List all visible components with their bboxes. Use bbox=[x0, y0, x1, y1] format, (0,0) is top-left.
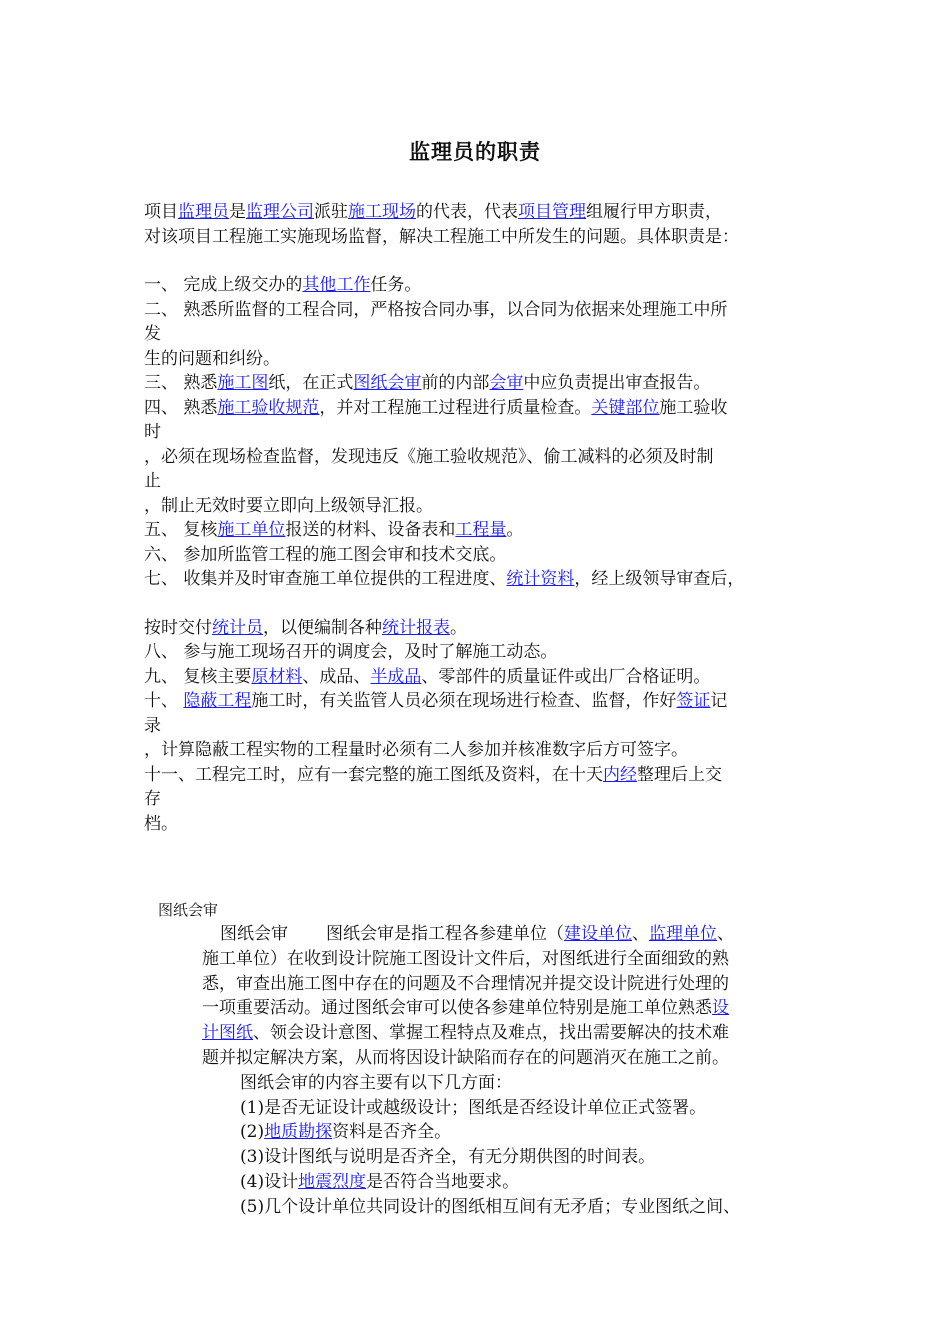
link-concealed-work[interactable]: 隐蔽工程 bbox=[183, 691, 252, 711]
duty-item: 五、 复核施工单位报送的材料、设备表和工程量。 bbox=[144, 520, 524, 540]
link-statistics[interactable]: 统计资料 bbox=[506, 569, 575, 589]
link-semi-finished[interactable]: 半成品 bbox=[370, 666, 422, 687]
link-key-position[interactable]: 关键部位 bbox=[591, 397, 660, 418]
page-title: 监理员的职责 bbox=[409, 139, 541, 164]
duty-item: 九、 复核主要原材料、成品、半成品、零部件的质量证件或出厂合格证明。 bbox=[144, 666, 711, 687]
section-heading: 图纸会审 bbox=[158, 901, 219, 919]
list-item: (4)设计地震烈度是否符合当地要求。 bbox=[240, 1171, 520, 1192]
duty-item: 七、 收集并及时审查施工单位提供的工程进度、统计资料，经上级领导审查后， bbox=[144, 569, 745, 589]
link-drawing-review[interactable]: 图纸会审 bbox=[353, 373, 422, 393]
duty-item: 八、 参与施工现场召开的调度会，及时了解施工动态。 bbox=[144, 642, 558, 662]
duty-item: 存 bbox=[144, 789, 161, 809]
link-design-drawing-cont[interactable]: 计图纸 bbox=[202, 1023, 253, 1044]
link-other-work[interactable]: 其他工作 bbox=[302, 275, 371, 295]
link-raw-materials[interactable]: 原材料 bbox=[251, 666, 303, 687]
duty-item: 六、 参加所监管工程的施工图会审和技术交底。 bbox=[144, 544, 507, 565]
intro-line: 对该项目工程施工实施现场监督，解决工程施工中所发生的问题。具体职责是： bbox=[144, 226, 739, 247]
duty-item: ，制止无效时要立即向上级领导汇报。 bbox=[144, 495, 433, 516]
paragraph-line: 施工单位）在收到设计院施工图设计文件后，对图纸进行全面细致的熟 bbox=[202, 948, 729, 969]
duty-item: 时 bbox=[144, 422, 161, 442]
link-supervisor[interactable]: 监理员 bbox=[178, 202, 229, 222]
duties-section bbox=[144, 200, 824, 836]
duty-item: 档。 bbox=[144, 813, 178, 834]
link-design-drawing[interactable]: 设 bbox=[712, 998, 729, 1019]
paragraph-line: 计图纸、领会设计意图、掌握工程特点及难点，找出需要解决的技术难 bbox=[202, 1023, 729, 1044]
link-construction-unit[interactable]: 施工单位 bbox=[217, 520, 286, 540]
link-project-management[interactable]: 项目管理 bbox=[518, 202, 586, 222]
link-supervision-company[interactable]: 监理公司 bbox=[246, 202, 314, 222]
link-supervision-unit[interactable]: 监理单位 bbox=[649, 924, 717, 944]
list-item: (2)地质勘探资料是否齐全。 bbox=[240, 1122, 452, 1143]
duty-item: ，必须在现场检查监督，发现违反《施工验收规范》、偷工减料的必须及时制 bbox=[144, 446, 714, 467]
duty-item: 生的问题和纠纷。 bbox=[144, 348, 280, 369]
link-owner-unit[interactable]: 建设单位 bbox=[564, 924, 632, 944]
paragraph-line: 悉，审查出施工图中存在的问题及不合理情况并提交设计院进行处理的 bbox=[202, 973, 729, 994]
duty-item: 止 bbox=[144, 471, 161, 491]
paragraph-line: 图纸会审的内容主要有以下几方面： bbox=[240, 1072, 512, 1093]
duty-item: 二、 熟悉所监督的工程合同，严格按合同办事，以合同为依据来处理施工中所 bbox=[144, 299, 728, 320]
link-seismic-intensity[interactable]: 地震烈度 bbox=[298, 1171, 367, 1192]
link-statistical-report[interactable]: 统计报表 bbox=[382, 617, 450, 638]
list-item: (5)几个设计单位共同设计的图纸相互间有无矛盾；专业图纸之间、 bbox=[240, 1196, 741, 1217]
duty-item: 三、 熟悉施工图纸，在正式图纸会审前的内部会审中应负责提出审查报告。 bbox=[144, 373, 711, 393]
duty-item: 十、 隐蔽工程施工时，有关监管人员必须在现场进行检查、监督，作好签证记 bbox=[144, 691, 728, 711]
link-construction-site[interactable]: 施工现场 bbox=[348, 202, 416, 222]
duty-item: 录 bbox=[144, 715, 161, 736]
drawing-review-section bbox=[202, 922, 812, 1220]
paragraph-line: 一项重要活动。通过图纸会审可以使各参建单位特别是施工单位熟悉设 bbox=[202, 998, 729, 1019]
list-item: (1)是否无证设计或越级设计；图纸是否经设计单位正式签署。 bbox=[240, 1097, 707, 1118]
list-item: (3)设计图纸与说明是否齐全，有无分期供图的时间表。 bbox=[240, 1147, 656, 1168]
duty-item: 四、 熟悉施工验收规范，并对工程施工过程进行质量检查。关键部位施工验收 bbox=[144, 397, 728, 418]
paragraph-line: 图纸会审 图纸会审是指工程各参建单位（建设单位、监理单位、 bbox=[220, 924, 734, 944]
duty-item: 发 bbox=[144, 324, 161, 344]
duty-item: 按时交付统计员，以便编制各种统计报表。 bbox=[144, 617, 467, 638]
duty-item: ，计算隐蔽工程实物的工程量时必须有二人参加并核准数字后方可签字。 bbox=[144, 740, 688, 760]
link-quantity[interactable]: 工程量 bbox=[455, 520, 507, 540]
link-review[interactable]: 会审 bbox=[489, 373, 524, 393]
duty-item: 十一、工程完工时，应有一套完整的施工图纸及资料，在十天内经整理后上交 bbox=[144, 764, 722, 785]
link-geological-survey[interactable]: 地质勘探 bbox=[264, 1122, 333, 1143]
link-neijing[interactable]: 内经 bbox=[603, 764, 637, 785]
link-statistician[interactable]: 统计员 bbox=[212, 617, 263, 638]
link-visa[interactable]: 签证 bbox=[676, 691, 711, 711]
duty-item: 一、 完成上级交办的其他工作任务。 bbox=[144, 275, 422, 295]
link-acceptance-code[interactable]: 施工验收规范 bbox=[217, 397, 320, 418]
intro-line: 项目监理员是监理公司派驻施工现场的代表，代表项目管理组履行甲方职责， bbox=[144, 202, 722, 222]
link-construction-drawing[interactable]: 施工图 bbox=[217, 373, 269, 393]
paragraph-line: 题并拟定解决方案，从而将因设计缺陷而存在的问题消灭在施工之前。 bbox=[202, 1047, 729, 1068]
